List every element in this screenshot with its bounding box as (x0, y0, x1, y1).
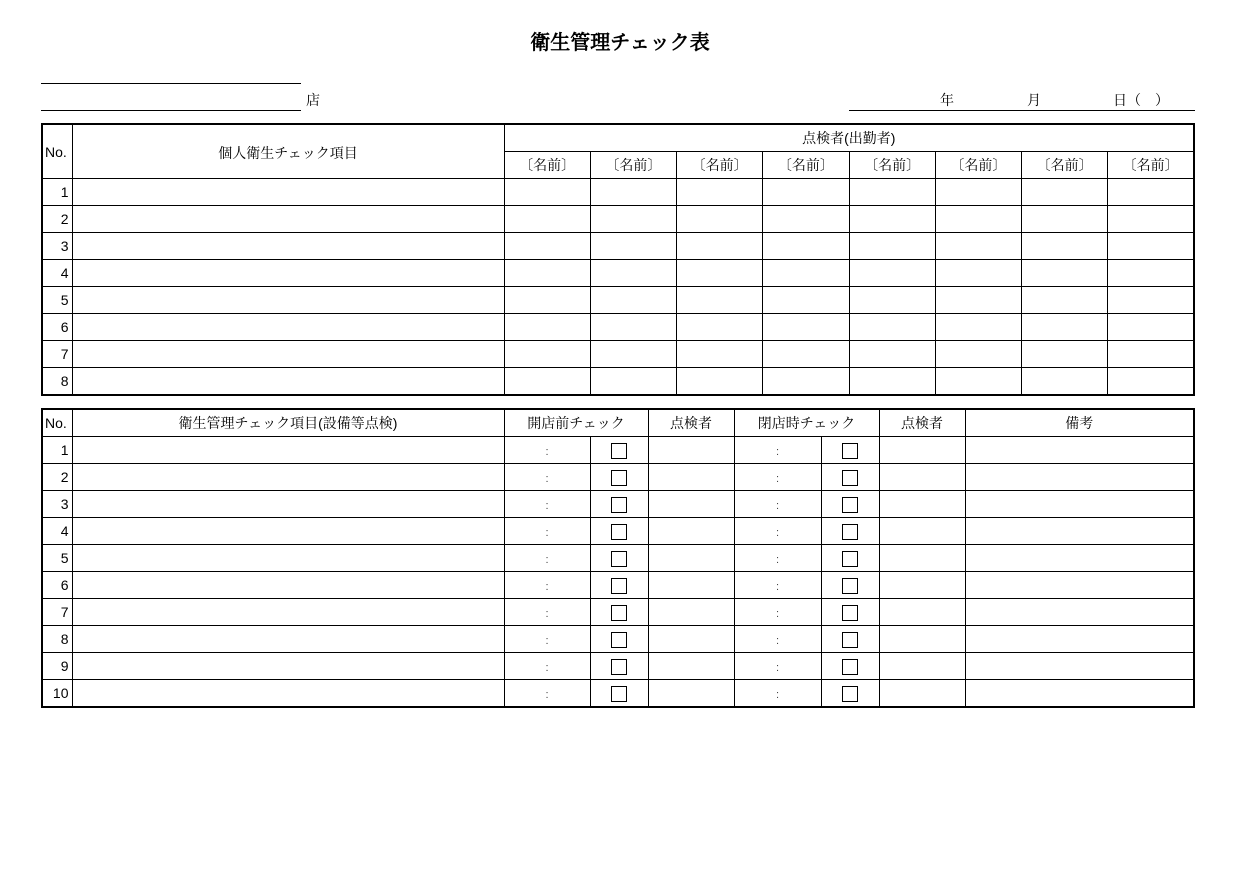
check-cell[interactable] (1108, 314, 1194, 341)
inspector-header: 点検者 (879, 409, 965, 437)
check-item-cell[interactable] (72, 545, 504, 572)
checkbox-icon[interactable] (842, 497, 858, 513)
inspector-cell[interactable] (879, 653, 965, 680)
table-row (42, 518, 1194, 545)
check-cell[interactable] (677, 179, 763, 206)
inspector-header: 点検者 (648, 409, 734, 437)
store-suffix: 店 (306, 92, 320, 108)
check-cell[interactable] (1108, 260, 1194, 287)
open-checkbox-cell (590, 599, 648, 626)
time-separator: : (775, 446, 780, 458)
check-cell[interactable] (1108, 179, 1194, 206)
open-time-cell[interactable] (504, 518, 590, 545)
check-cell[interactable] (935, 314, 1021, 341)
open-checkbox-cell (590, 464, 648, 491)
check-cell[interactable] (935, 179, 1021, 206)
row-number: 2 (42, 206, 72, 233)
check-item-cell[interactable] (72, 206, 504, 233)
check-cell[interactable] (590, 341, 676, 368)
row-number: 7 (42, 341, 72, 368)
no-header: No. (42, 124, 72, 179)
time-separator: : (545, 500, 549, 512)
remarks-cell[interactable] (965, 437, 1194, 464)
remarks-header: 備考 (965, 409, 1194, 437)
time-separator: : (775, 662, 780, 674)
checkbox-icon[interactable] (611, 470, 627, 486)
close-check-header: 閉店時チェック (734, 409, 879, 437)
close-checkbox-cell (821, 545, 879, 572)
checkbox-icon[interactable] (611, 443, 627, 459)
time-separator: : (545, 527, 549, 539)
inspector-cell[interactable] (879, 572, 965, 599)
inspector-cell[interactable] (879, 437, 965, 464)
inspector-cell[interactable] (879, 626, 965, 653)
name-header[interactable]: 〔名前〕 (504, 152, 590, 179)
open-checkbox-cell (590, 491, 648, 518)
checkbox-icon[interactable] (842, 551, 858, 567)
inspector-cell[interactable] (648, 572, 734, 599)
inspector-cell[interactable] (879, 599, 965, 626)
check-cell[interactable] (1022, 206, 1108, 233)
check-cell[interactable] (590, 179, 676, 206)
check-item-cell[interactable] (72, 491, 504, 518)
close-checkbox-cell (821, 680, 879, 708)
check-cell[interactable] (1022, 314, 1108, 341)
table-row (42, 491, 1194, 518)
store-line-top (41, 83, 301, 84)
table-row (42, 368, 1194, 396)
check-cell[interactable] (935, 206, 1021, 233)
time-separator: : (545, 473, 549, 485)
row-number: 4 (42, 260, 72, 287)
close-checkbox-cell (821, 437, 879, 464)
check-cell[interactable] (504, 260, 590, 287)
check-cell[interactable] (590, 287, 676, 314)
table-row (42, 653, 1194, 680)
check-cell[interactable] (1108, 341, 1194, 368)
check-cell[interactable] (590, 314, 676, 341)
inspector-cell[interactable] (648, 437, 734, 464)
check-cell[interactable] (504, 233, 590, 260)
check-item-cell[interactable] (72, 599, 504, 626)
time-separator: : (775, 527, 780, 539)
check-item-cell[interactable] (72, 314, 504, 341)
check-cell[interactable] (504, 206, 590, 233)
checkbox-icon[interactable] (842, 524, 858, 540)
check-cell[interactable] (849, 341, 935, 368)
remarks-cell[interactable] (965, 518, 1194, 545)
check-cell[interactable] (763, 260, 849, 287)
close-checkbox-cell (821, 491, 879, 518)
open-checkbox-cell (590, 437, 648, 464)
inspector-cell[interactable] (879, 491, 965, 518)
checkbox-icon[interactable] (842, 470, 858, 486)
check-cell[interactable] (935, 368, 1021, 396)
open-checkbox-cell (590, 572, 648, 599)
check-cell[interactable] (677, 314, 763, 341)
row-number: 4 (42, 518, 72, 545)
inspector-cell[interactable] (648, 653, 734, 680)
check-cell[interactable] (504, 368, 590, 396)
name-header[interactable]: 〔名前〕 (763, 152, 849, 179)
time-separator: : (545, 581, 549, 593)
check-item-cell[interactable] (72, 260, 504, 287)
checkbox-icon[interactable] (842, 632, 858, 648)
open-time-cell[interactable] (504, 599, 590, 626)
check-item-cell[interactable] (72, 518, 504, 545)
table-row (42, 599, 1194, 626)
checkbox-icon[interactable] (842, 659, 858, 675)
check-cell[interactable] (677, 341, 763, 368)
table-row (42, 314, 1194, 341)
check-cell[interactable] (763, 179, 849, 206)
close-checkbox-cell (821, 572, 879, 599)
time-separator: : (775, 473, 780, 485)
check-cell[interactable] (677, 368, 763, 396)
inspector-cell[interactable] (648, 518, 734, 545)
check-cell[interactable] (849, 179, 935, 206)
checkbox-icon[interactable] (842, 578, 858, 594)
open-checkbox-cell (590, 653, 648, 680)
facility-check-table (41, 408, 1195, 708)
name-header[interactable]: 〔名前〕 (1108, 152, 1194, 179)
inspector-header: 点検者(出勤者) (504, 124, 1194, 152)
open-checkbox-cell (590, 518, 648, 545)
open-time-cell[interactable] (504, 437, 590, 464)
check-item-cell[interactable] (72, 341, 504, 368)
inspector-cell[interactable] (879, 518, 965, 545)
time-separator: : (545, 608, 549, 620)
check-cell[interactable] (1022, 287, 1108, 314)
name-header[interactable]: 〔名前〕 (590, 152, 676, 179)
row-number: 5 (42, 545, 72, 572)
check-item-cell[interactable] (72, 653, 504, 680)
check-item-cell[interactable] (72, 287, 504, 314)
close-time-cell[interactable] (734, 545, 821, 572)
checkbox-icon[interactable] (611, 632, 627, 648)
close-checkbox-cell (821, 599, 879, 626)
row-number: 3 (42, 491, 72, 518)
open-time-cell[interactable] (504, 491, 590, 518)
check-item-cell[interactable] (72, 680, 504, 708)
name-header[interactable]: 〔名前〕 (935, 152, 1021, 179)
close-time-cell[interactable] (734, 572, 821, 599)
row-number: 8 (42, 626, 72, 653)
check-cell[interactable] (763, 206, 849, 233)
table-row (42, 260, 1194, 287)
check-cell[interactable] (763, 233, 849, 260)
inspector-cell[interactable] (648, 680, 734, 708)
check-cell[interactable] (763, 341, 849, 368)
check-item-cell[interactable] (72, 464, 504, 491)
time-separator: : (545, 662, 549, 674)
remarks-cell[interactable] (965, 545, 1194, 572)
row-number: 8 (42, 368, 72, 396)
open-check-header: 開店前チェック (504, 409, 648, 437)
time-separator: : (545, 446, 549, 458)
check-cell[interactable] (590, 260, 676, 287)
time-separator: : (545, 635, 549, 647)
inspector-cell[interactable] (879, 545, 965, 572)
open-time-cell[interactable] (504, 545, 590, 572)
item-header: 衛生管理チェック項目(設備等点検) (72, 409, 504, 437)
checkbox-icon[interactable] (611, 686, 627, 702)
close-time-cell[interactable] (734, 626, 821, 653)
checkbox-icon[interactable] (611, 578, 627, 594)
item-header: 個人衛生チェック項目 (72, 124, 504, 179)
table-row (42, 206, 1194, 233)
checkbox-icon[interactable] (611, 605, 627, 621)
check-cell[interactable] (1108, 368, 1194, 396)
time-separator: : (775, 608, 780, 620)
inspector-cell[interactable] (879, 464, 965, 491)
checkbox-icon[interactable] (611, 524, 627, 540)
row-number: 9 (42, 653, 72, 680)
date-day-label: 日（ ） (1113, 92, 1169, 108)
time-separator: : (545, 554, 549, 566)
remarks-cell[interactable] (965, 572, 1194, 599)
check-cell[interactable] (1022, 260, 1108, 287)
check-item-cell[interactable] (72, 179, 504, 206)
check-cell[interactable] (849, 314, 935, 341)
check-cell[interactable] (1022, 233, 1108, 260)
row-number: 1 (42, 437, 72, 464)
table-row (42, 437, 1194, 464)
close-checkbox-cell (821, 464, 879, 491)
check-cell[interactable] (504, 287, 590, 314)
check-cell[interactable] (677, 233, 763, 260)
name-header[interactable]: 〔名前〕 (1022, 152, 1108, 179)
check-item-cell[interactable] (72, 572, 504, 599)
check-cell[interactable] (590, 233, 676, 260)
checkbox-icon[interactable] (611, 659, 627, 675)
remarks-cell[interactable] (965, 464, 1194, 491)
inspector-cell[interactable] (879, 680, 965, 708)
check-item-cell[interactable] (72, 626, 504, 653)
name-header[interactable]: 〔名前〕 (849, 152, 935, 179)
check-cell[interactable] (677, 206, 763, 233)
time-separator: : (775, 500, 780, 512)
open-checkbox-cell (590, 626, 648, 653)
page-title: 衛生管理チェック表 (530, 32, 710, 54)
close-checkbox-cell (821, 518, 879, 545)
check-cell[interactable] (504, 341, 590, 368)
check-cell[interactable] (1022, 368, 1108, 396)
store-name-field[interactable] (41, 110, 301, 111)
close-checkbox-cell (821, 653, 879, 680)
close-time-cell[interactable] (734, 518, 821, 545)
row-number: 10 (42, 680, 72, 708)
remarks-cell[interactable] (965, 680, 1194, 708)
checkbox-icon[interactable] (842, 686, 858, 702)
inspector-cell[interactable] (648, 545, 734, 572)
table-row (42, 626, 1194, 653)
check-item-cell[interactable] (72, 437, 504, 464)
row-number: 5 (42, 287, 72, 314)
open-time-cell[interactable] (504, 653, 590, 680)
personal-hygiene-table (41, 123, 1195, 396)
no-header: No. (42, 409, 72, 437)
check-cell[interactable] (1108, 287, 1194, 314)
check-cell[interactable] (935, 233, 1021, 260)
check-cell[interactable] (1108, 233, 1194, 260)
table-row (42, 464, 1194, 491)
check-cell[interactable] (763, 287, 849, 314)
checkbox-icon[interactable] (842, 605, 858, 621)
row-number: 7 (42, 599, 72, 626)
check-cell[interactable] (677, 287, 763, 314)
check-cell[interactable] (590, 206, 676, 233)
table-row (42, 572, 1194, 599)
close-time-cell[interactable] (734, 599, 821, 626)
checkbox-icon[interactable] (842, 443, 858, 459)
inspector-cell[interactable] (648, 491, 734, 518)
row-number: 6 (42, 314, 72, 341)
time-separator: : (775, 554, 780, 566)
open-time-cell[interactable] (504, 464, 590, 491)
check-cell[interactable] (849, 233, 935, 260)
check-cell[interactable] (1022, 341, 1108, 368)
open-checkbox-cell (590, 680, 648, 708)
check-cell[interactable] (1022, 179, 1108, 206)
row-number: 6 (42, 572, 72, 599)
table-row (42, 680, 1194, 708)
remarks-cell[interactable] (965, 599, 1194, 626)
inspector-cell[interactable] (648, 464, 734, 491)
name-header[interactable]: 〔名前〕 (677, 152, 763, 179)
close-time-cell[interactable] (734, 464, 821, 491)
time-separator: : (545, 689, 549, 701)
check-cell[interactable] (504, 179, 590, 206)
row-number: 1 (42, 179, 72, 206)
check-cell[interactable] (849, 368, 935, 396)
check-cell[interactable] (763, 314, 849, 341)
checkbox-icon[interactable] (611, 551, 627, 567)
table-row (42, 179, 1194, 206)
remarks-cell[interactable] (965, 653, 1194, 680)
inspector-cell[interactable] (648, 599, 734, 626)
row-number: 3 (42, 233, 72, 260)
date-field-line (849, 110, 1195, 111)
check-cell[interactable] (763, 368, 849, 396)
table-row (42, 287, 1194, 314)
check-cell[interactable] (849, 206, 935, 233)
row-number: 2 (42, 464, 72, 491)
table-row (42, 233, 1194, 260)
time-separator: : (775, 635, 780, 647)
check-cell[interactable] (1108, 206, 1194, 233)
checkbox-icon[interactable] (611, 497, 627, 513)
close-time-cell[interactable] (734, 680, 821, 708)
check-cell[interactable] (935, 287, 1021, 314)
table-row (42, 545, 1194, 572)
open-time-cell[interactable] (504, 572, 590, 599)
remarks-cell[interactable] (965, 626, 1194, 653)
remarks-cell[interactable] (965, 491, 1194, 518)
check-cell[interactable] (935, 260, 1021, 287)
check-item-cell[interactable] (72, 368, 504, 396)
open-time-cell[interactable] (504, 626, 590, 653)
check-item-cell[interactable] (72, 233, 504, 260)
table-row (42, 341, 1194, 368)
check-cell[interactable] (590, 368, 676, 396)
close-time-cell[interactable] (734, 491, 821, 518)
time-separator: : (775, 689, 780, 701)
check-cell[interactable] (677, 260, 763, 287)
open-time-cell[interactable] (504, 680, 590, 708)
date-year-label: 年 (940, 92, 954, 108)
check-cell[interactable] (504, 314, 590, 341)
close-time-cell[interactable] (734, 653, 821, 680)
time-separator: : (775, 581, 780, 593)
close-checkbox-cell (821, 626, 879, 653)
date-month-label: 月 (1027, 92, 1041, 108)
check-cell[interactable] (849, 260, 935, 287)
open-checkbox-cell (590, 545, 648, 572)
check-cell[interactable] (935, 341, 1021, 368)
inspector-cell[interactable] (648, 626, 734, 653)
close-time-cell[interactable] (734, 437, 821, 464)
check-cell[interactable] (849, 287, 935, 314)
